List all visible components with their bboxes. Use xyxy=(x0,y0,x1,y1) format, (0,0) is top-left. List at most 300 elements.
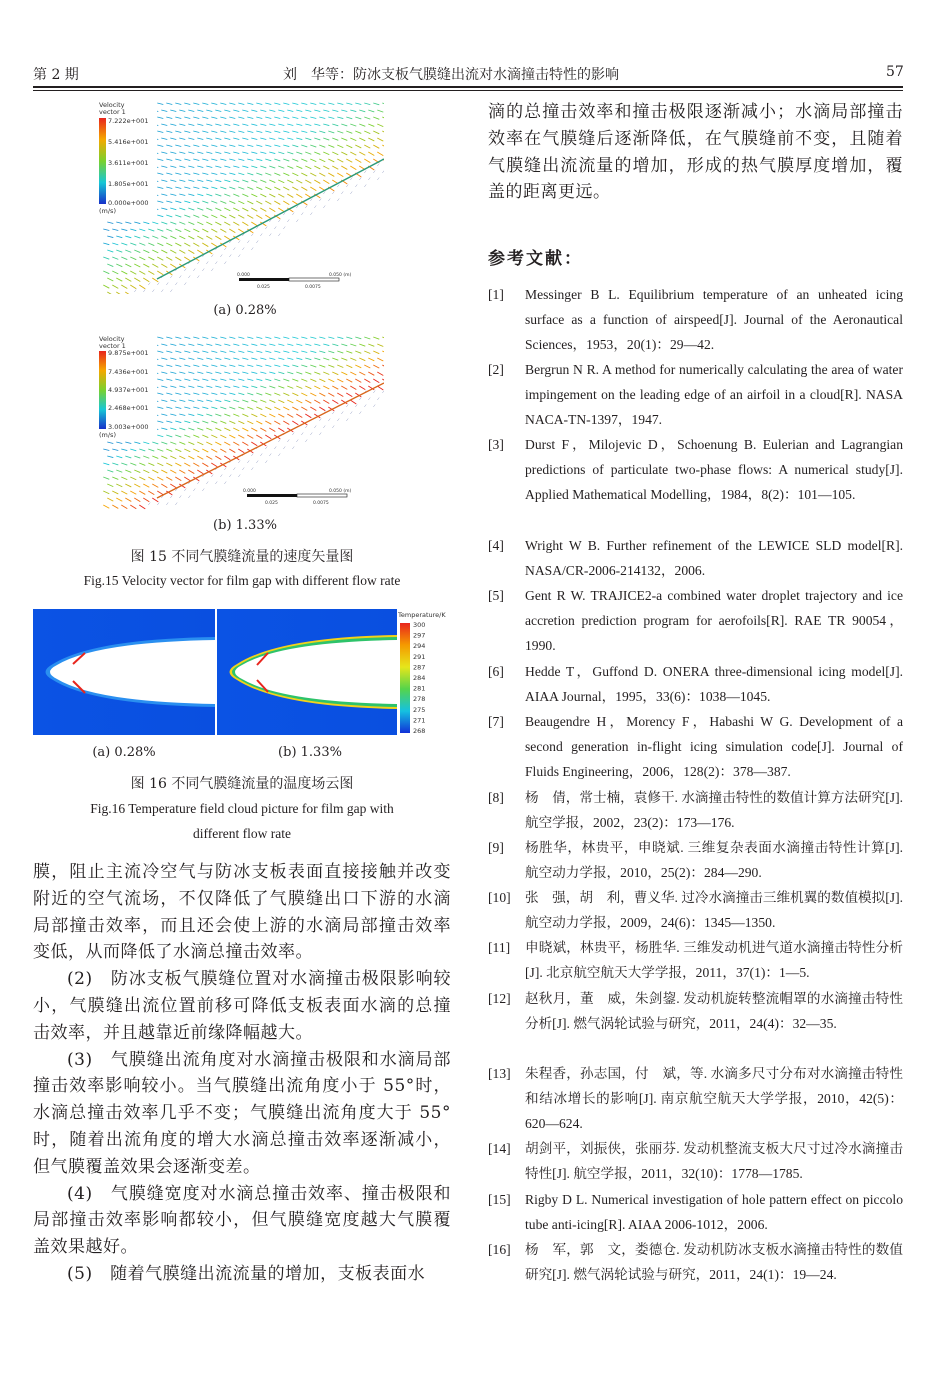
velocity-arrow xyxy=(251,358,257,360)
velocity-arrow xyxy=(202,187,208,189)
velocity-arrow xyxy=(157,131,163,133)
velocity-arrow xyxy=(337,159,343,162)
velocity-arrow xyxy=(215,236,221,240)
velocity-arrow xyxy=(175,435,181,437)
velocity-arrow xyxy=(229,173,235,175)
velocity-arrow xyxy=(305,386,311,389)
velocity-arrow xyxy=(283,447,285,450)
velocity-arrow xyxy=(247,435,253,438)
velocity-arrow xyxy=(107,470,113,472)
velocity-arrow xyxy=(211,187,217,189)
velocity-arrow xyxy=(197,386,203,388)
velocity-arrow xyxy=(161,152,167,154)
velocity-arrow xyxy=(328,419,330,422)
velocity-arrow xyxy=(278,454,280,457)
velocity-arrow xyxy=(382,379,384,383)
velocity-arrow xyxy=(251,234,253,237)
velocity-arrow xyxy=(242,248,244,251)
velocity-arrow xyxy=(346,379,352,382)
velocity-arrow xyxy=(319,173,325,176)
velocity-arrow xyxy=(215,344,221,346)
velocity-arrow xyxy=(125,456,131,458)
velocity-arrow xyxy=(211,173,217,175)
velocity-arrow xyxy=(166,215,172,217)
velocity-arrow xyxy=(319,365,325,367)
velocity-arrow xyxy=(301,433,303,436)
velocity-arrow xyxy=(220,215,226,218)
velocity-arrow xyxy=(215,400,221,402)
velocity-arrow xyxy=(323,344,329,346)
velocity-arrow xyxy=(305,124,311,126)
velocity-arrow xyxy=(175,103,181,105)
velocity-arrow xyxy=(238,435,244,438)
velocity-arrow xyxy=(256,435,262,439)
velocity-arrow xyxy=(220,173,226,175)
velocity-arrow xyxy=(247,351,253,353)
velocity-arrow xyxy=(256,421,262,424)
velocity-arrow xyxy=(161,442,167,444)
velocity-arrow xyxy=(166,187,172,189)
velocity-arrow xyxy=(112,491,118,494)
velocity-arrow xyxy=(233,414,239,416)
velocity-arrow xyxy=(193,407,199,409)
velocity-arrow xyxy=(175,173,181,175)
legend-value: 7.436e+001 xyxy=(108,368,149,376)
velocity-arrow xyxy=(346,145,352,148)
velocity-arrow xyxy=(341,372,347,375)
reference-item: [4] Wright W B. Further refinement of the LEWICE SLD model[R]. NASA/CR-2006-214132，2006. xyxy=(488,538,903,579)
velocity-arrow xyxy=(166,173,172,175)
velocity-arrow xyxy=(260,414,266,417)
velocity-arrow xyxy=(170,138,176,140)
velocity-arrow xyxy=(211,421,217,423)
velocity-arrow xyxy=(368,124,374,126)
velocity-arrow xyxy=(175,449,181,452)
velocity-arrow xyxy=(197,110,203,112)
velocity-arrow xyxy=(238,421,244,424)
velocity-arrow xyxy=(278,180,284,183)
velocity-arrow xyxy=(337,145,343,148)
velocity-arrow xyxy=(193,201,199,203)
velocity-arrow xyxy=(170,358,176,360)
velocity-arrow xyxy=(233,166,239,168)
velocity-arrow xyxy=(256,159,262,161)
velocity-arrow xyxy=(179,400,185,402)
velocity-arrow xyxy=(278,194,284,197)
velocity-arrow xyxy=(170,372,176,374)
velocity-arrow xyxy=(256,117,262,119)
velocity-arrow xyxy=(211,337,217,339)
velocity-arrow xyxy=(242,386,248,388)
legend-value: 291 xyxy=(413,652,426,661)
velocity-arrow xyxy=(175,421,181,423)
velocity-arrow xyxy=(283,187,289,190)
velocity-arrow xyxy=(292,379,298,381)
velocity-arrow xyxy=(364,145,370,148)
velocity-arrow xyxy=(184,215,190,217)
velocity-arrow xyxy=(211,435,217,438)
reference-item: [15] Rigby D L. Numerical investigation of hole pattern effect on piccolo tube anti-icing[R]. AIAA 2006-1012，2006. xyxy=(488,1192,903,1233)
velocity-arrow xyxy=(170,496,172,499)
velocity-arrow xyxy=(238,449,244,453)
velocity-arrow xyxy=(310,117,316,119)
velocity-arrow xyxy=(238,117,244,119)
velocity-arrow xyxy=(179,442,185,444)
legend-value: 5.416e+001 xyxy=(108,138,149,146)
svg-text:0.0075: 0.0075 xyxy=(305,285,321,290)
velocity-arrow xyxy=(130,285,136,289)
velocity-arrow xyxy=(238,475,240,478)
legend-value: 271 xyxy=(413,716,426,725)
velocity-arrow xyxy=(238,407,244,409)
velocity-arrow xyxy=(341,358,347,360)
velocity-arrow xyxy=(233,222,239,225)
velocity-arrow xyxy=(125,484,131,487)
velocity-arrow xyxy=(224,372,230,374)
velocity-arrow xyxy=(202,379,208,381)
velocity-arrow xyxy=(265,201,271,204)
velocity-arrow xyxy=(166,463,172,466)
velocity-arrow xyxy=(134,278,140,282)
velocity-arrow xyxy=(310,351,316,353)
velocity-arrow xyxy=(193,159,199,161)
velocity-arrow xyxy=(229,379,235,381)
velocity-arrow xyxy=(166,201,172,203)
velocity-arrow xyxy=(188,456,194,459)
velocity-arrow xyxy=(193,435,199,437)
velocity-arrow xyxy=(179,456,185,459)
velocity-arrow xyxy=(148,257,154,260)
velocity-arrow xyxy=(305,138,311,140)
velocity-arrow xyxy=(373,117,379,119)
velocity-arrow xyxy=(202,421,208,423)
velocity-arrow xyxy=(220,145,226,147)
velocity-arrow xyxy=(364,171,366,174)
velocity-arrow xyxy=(233,386,239,388)
velocity-arrow xyxy=(197,262,199,265)
legend-value: 284 xyxy=(413,674,426,682)
support-plate-surface xyxy=(157,159,384,279)
velocity-arrow xyxy=(283,131,289,133)
velocity-arrow xyxy=(269,414,275,417)
velocity-arrow xyxy=(328,337,334,339)
velocity-arrow xyxy=(175,379,181,381)
velocity-arrow xyxy=(238,159,244,161)
velocity-arrow xyxy=(323,372,329,375)
velocity-arrow xyxy=(247,117,253,119)
velocity-arrow xyxy=(143,484,149,487)
velocity-arrow xyxy=(211,229,217,232)
velocity-arrow xyxy=(220,449,226,452)
velocity-arrow xyxy=(350,192,352,195)
velocity-arrow xyxy=(175,337,181,339)
velocity-arrow xyxy=(157,201,163,203)
velocity-arrow xyxy=(184,449,190,452)
velocity-arrow xyxy=(166,145,172,147)
velocity-arrow xyxy=(229,229,235,233)
velocity-arrow xyxy=(341,166,347,169)
velocity-arrow xyxy=(206,428,212,430)
velocity-arrow xyxy=(377,398,379,401)
velocity-arrow xyxy=(215,414,221,416)
velocity-arrow xyxy=(319,379,325,382)
velocity-arrow xyxy=(269,110,275,112)
velocity-arrow xyxy=(103,229,109,231)
velocity-arrow xyxy=(211,393,217,395)
velocity-arrow xyxy=(202,215,208,218)
velocity-arrow xyxy=(238,201,244,204)
velocity-arrow xyxy=(197,344,203,346)
velocity-arrow xyxy=(170,110,176,112)
velocity-arrow xyxy=(175,283,177,286)
velocity-arrow xyxy=(269,234,271,237)
velocity-arrow xyxy=(373,365,379,368)
velocity-arrow xyxy=(134,442,140,444)
velocity-arrow xyxy=(112,449,118,451)
velocity-arrow xyxy=(292,173,298,176)
velocity-arrow xyxy=(256,365,262,367)
figure16-caption-en-1: Fig.16 Temperature field cloud picture for film gap with xyxy=(90,801,394,816)
legend-value: 297 xyxy=(413,631,426,640)
velocity-arrow xyxy=(274,447,276,450)
velocity-arrow xyxy=(202,337,208,339)
velocity-arrow xyxy=(193,489,195,492)
velocity-arrow xyxy=(323,206,325,209)
velocity-arrow xyxy=(112,243,118,245)
velocity-arrow xyxy=(152,456,158,458)
legend-title: Temperature/K xyxy=(398,611,446,619)
velocity-arrow xyxy=(274,201,280,204)
velocity-arrow xyxy=(206,138,212,140)
velocity-arrow xyxy=(188,166,194,168)
velocity-arrow xyxy=(287,166,293,168)
velocity-arrow xyxy=(305,358,311,360)
velocity-arrow xyxy=(161,166,167,168)
velocity-arrow xyxy=(121,229,127,231)
velocity-arrow xyxy=(170,456,176,459)
velocity-arrow xyxy=(103,285,109,288)
velocity-arrow xyxy=(265,407,271,410)
velocity-arrow xyxy=(188,110,194,112)
velocity-arrow xyxy=(184,257,190,261)
velocity-arrow xyxy=(305,400,311,403)
velocity-arrow xyxy=(238,379,244,381)
velocity-arrow xyxy=(278,166,284,168)
velocity-arrow xyxy=(107,222,113,224)
velocity-arrow xyxy=(220,103,226,105)
velocity-arrow xyxy=(148,463,154,466)
velocity-arrow xyxy=(269,428,275,432)
velocity-arrow xyxy=(188,400,194,402)
velocity-arrow xyxy=(359,178,361,181)
velocity-arrow xyxy=(170,124,176,126)
velocity-arrow xyxy=(193,173,199,175)
velocity-arrow xyxy=(175,463,181,466)
velocity-arrow xyxy=(377,372,383,375)
velocity-arrow xyxy=(278,152,284,154)
velocity-arrow xyxy=(220,475,222,478)
velocity-arrow xyxy=(256,201,262,204)
velocity-arrow xyxy=(112,505,118,508)
velocity-arrow xyxy=(215,222,221,225)
velocity-arrow xyxy=(193,103,199,105)
velocity-arrow xyxy=(292,351,298,353)
velocity-arrow xyxy=(337,131,343,133)
velocity-arrow xyxy=(314,138,320,140)
velocity-arrow xyxy=(193,187,199,189)
velocity-arrow xyxy=(368,152,374,155)
velocity-arrow xyxy=(148,503,150,506)
velocity-arrow xyxy=(350,358,356,360)
velocity-arrow xyxy=(260,358,266,360)
velocity-arrow xyxy=(157,159,163,161)
velocity-arrow xyxy=(296,152,302,154)
running-title: 刘 华等：防冰支板气膜缝出流对水滴撞击特性的影响 xyxy=(283,67,619,83)
velocity-arrow xyxy=(161,428,167,430)
velocity-arrow xyxy=(125,236,131,238)
velocity-arrow xyxy=(287,220,289,223)
velocity-arrow xyxy=(314,426,316,429)
velocity-arrow xyxy=(139,243,145,245)
velocity-arrow xyxy=(242,358,248,360)
velocity-arrow xyxy=(179,414,185,416)
velocity-arrow xyxy=(332,138,338,140)
velocity-arrow xyxy=(125,278,131,281)
velocity-arrow xyxy=(157,421,163,423)
velocity-arrow xyxy=(166,229,172,231)
velocity-arrow xyxy=(103,477,109,479)
velocity-arrow xyxy=(197,400,203,402)
velocity-arrow xyxy=(242,208,248,211)
velocity-arrow xyxy=(112,285,118,288)
velocity-arrow xyxy=(224,180,230,182)
velocity-arrow xyxy=(355,103,361,105)
velocity-arrow xyxy=(310,213,312,216)
legend-value: 275 xyxy=(413,705,426,714)
velocity-arrow xyxy=(211,269,213,272)
legend-value: 294 xyxy=(413,642,426,651)
velocity-arrow xyxy=(179,344,185,346)
velocity-arrow xyxy=(125,292,131,294)
velocity-arrow xyxy=(184,351,190,353)
reference-item: [16] 杨 军，郭 文，娄德仓. 发动机防冰支板水滴撞击特性的数值研究[J]. 燃气涡轮试验与研究，2011，24(1)：19—24. xyxy=(488,1242,903,1283)
velocity-arrow xyxy=(197,124,203,126)
velocity-arrow xyxy=(175,257,181,261)
velocity-arrow xyxy=(260,208,266,211)
velocity-arrow xyxy=(377,110,383,112)
reference-item: [9] 杨胜华，林贵平，申晓斌. 三维复杂表面水滴撞击特性计算[J]. 航空动力学报，2010，25(2)：284—290. xyxy=(488,840,903,881)
velocity-arrow xyxy=(260,234,262,237)
velocity-arrow xyxy=(166,159,172,161)
velocity-arrow xyxy=(220,255,222,258)
velocity-arrow xyxy=(314,344,320,346)
velocity-arrow xyxy=(337,351,343,353)
figure15-caption-cn: 图 15 不同气膜缝流量的速度矢量图 xyxy=(130,549,354,565)
velocity-arrow xyxy=(215,482,217,485)
velocity-arrow xyxy=(224,262,226,265)
velocity-arrow xyxy=(269,358,275,360)
velocity-arrow xyxy=(278,344,284,346)
velocity-arrow xyxy=(305,110,311,112)
velocity-arrow xyxy=(382,145,384,148)
velocity-arrow xyxy=(229,337,235,339)
velocity-arrow xyxy=(202,393,208,395)
velocity-arrow xyxy=(179,428,185,430)
velocity-arrow xyxy=(139,477,145,480)
velocity-arrow xyxy=(314,166,320,169)
velocity-arrow xyxy=(206,166,212,168)
velocity-arrow xyxy=(323,358,329,360)
velocity-arrow xyxy=(337,199,339,202)
velocity-arrow xyxy=(310,393,316,396)
velocity-arrow xyxy=(265,227,267,230)
velocity-arrow xyxy=(269,386,275,388)
velocity-arrow xyxy=(274,407,280,410)
scale-bar xyxy=(243,488,351,506)
velocity-arrow xyxy=(242,110,248,112)
velocity-arrow xyxy=(323,138,329,140)
velocity-arrow xyxy=(206,222,212,225)
velocity-arrow xyxy=(166,435,172,437)
velocity-arrow xyxy=(256,173,262,175)
velocity-arrow xyxy=(332,192,334,195)
velocity-arrow xyxy=(107,236,113,238)
velocity-arrow xyxy=(283,337,289,339)
velocity-arrow xyxy=(260,400,266,402)
velocity-arrow xyxy=(265,461,267,464)
velocity-arrow xyxy=(233,248,235,251)
velocity-arrow xyxy=(215,152,221,154)
velocity-arrow xyxy=(310,433,312,436)
svg-text:0.000: 0.000 xyxy=(237,273,250,278)
velocity-arrow xyxy=(161,222,167,224)
velocity-arrow xyxy=(269,208,275,212)
velocity-arrow xyxy=(328,173,334,176)
velocity-arrow xyxy=(278,414,284,417)
velocity-arrow xyxy=(107,292,113,294)
velocity-arrow xyxy=(215,386,221,388)
velocity-arrow xyxy=(233,442,239,445)
velocity-arrow xyxy=(314,180,320,183)
velocity-arrow xyxy=(274,227,276,230)
velocity-arrow xyxy=(305,166,311,169)
velocity-arrow xyxy=(350,124,356,126)
velocity-arrow xyxy=(166,257,172,260)
velocity-arrow xyxy=(328,379,334,382)
velocity-arrow xyxy=(247,103,253,105)
velocity-arrow xyxy=(139,463,145,465)
velocity-arrow xyxy=(116,236,122,238)
velocity-arrow xyxy=(364,365,370,368)
velocity-arrow xyxy=(265,131,271,133)
velocity-arrow xyxy=(350,400,356,404)
velocity-arrow xyxy=(206,110,212,112)
velocity-arrow xyxy=(287,358,293,360)
reference-item: [6] Hedde T，Guffond D. ONERA three-dimensional icing model[J]. AIAA Journal，1995，33(6)：1038—1045. xyxy=(488,664,903,705)
velocity-arrow xyxy=(247,379,253,381)
legend-title-2: vector 1 xyxy=(99,342,126,350)
velocity-arrow xyxy=(161,180,167,182)
velocity-arrow xyxy=(197,222,203,225)
velocity-arrow xyxy=(341,386,347,389)
velocity-arrow xyxy=(310,407,316,411)
velocity-arrow xyxy=(202,131,208,133)
velocity-arrow xyxy=(197,180,203,182)
velocity-arrow xyxy=(278,208,284,212)
velocity-arrow xyxy=(224,110,230,112)
velocity-arrow xyxy=(229,215,235,218)
velocity-arrow xyxy=(103,449,109,451)
